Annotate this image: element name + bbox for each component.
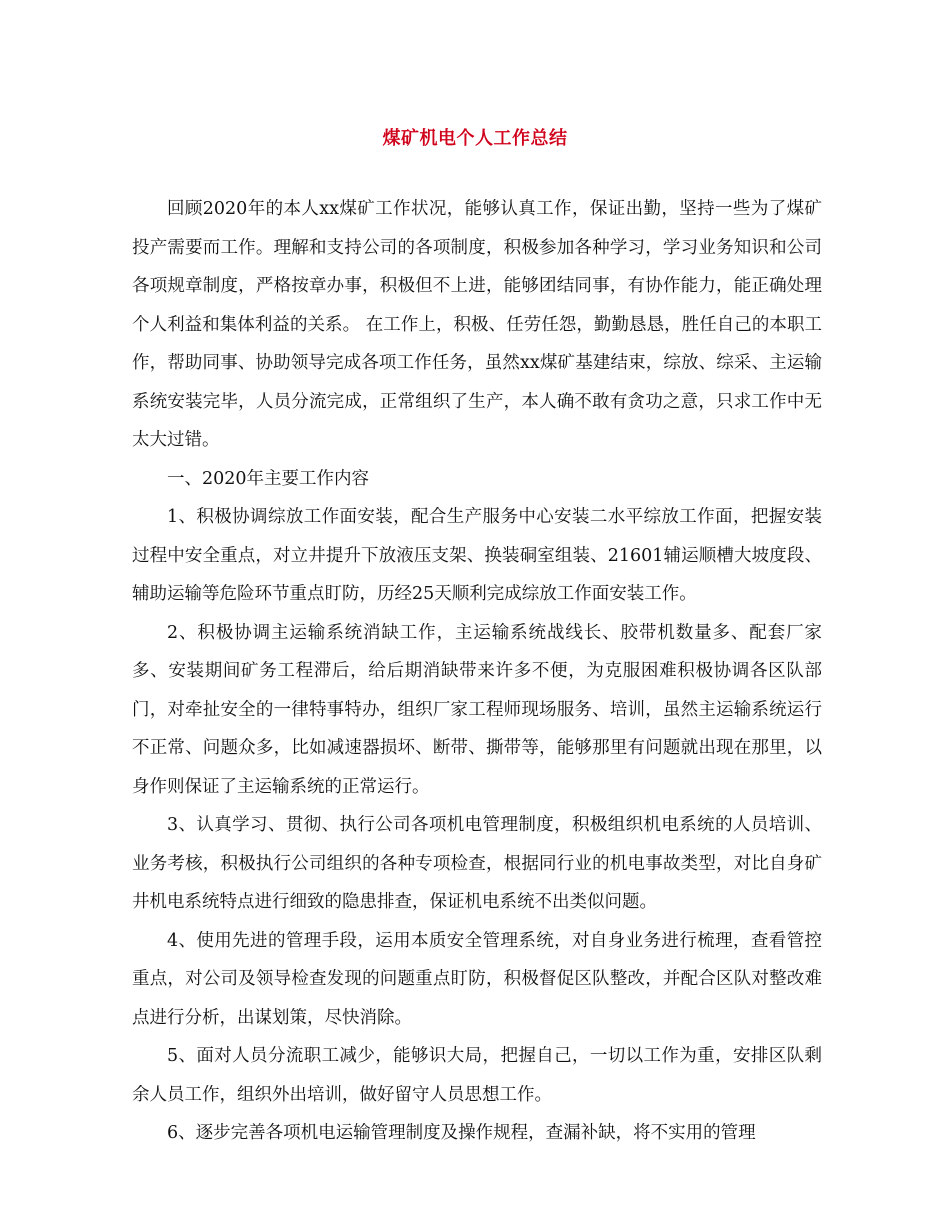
section-heading: 一、2020年主要工作内容 [167, 468, 370, 489]
paragraph-item-3: 3、认真学习、贯彻、执行公司各项机电管理制度，积极组织机电系统的人员培训、业务考核，积极执行公司组织的各种专项检查，根据同行业的机电事故类型，对比自身矿井机电系统特点进行细致的隐患排查，保证机电系统不出类似问题。 [132, 815, 822, 912]
document-title: 煤矿机电个人工作总结 [382, 128, 568, 149]
paragraph-item-6: 6、逐步完善各项机电运输管理制度及操作规程，查漏补缺，将不实用的管理 [167, 1123, 756, 1143]
paragraph-item-5: 5、面对人员分流职工减少，能够识大局，把握自己，一切以工作为重，安排区队剩余人员工作，组织外出培训，做好留守人员思想工作。 [132, 1046, 822, 1105]
paragraph-item-4: 4、使用先进的管理手段，运用本质安全管理系统，对自身业务进行梳理，查看管控重点，对公司及领导检查发现的问题重点盯防，积极督促区队整改，并配合区队对整改难点进行分析，出谋划策，尽快消除。 [132, 930, 822, 1028]
paragraph-intro: 回顾2020年的本人xx煤矿工作状况，能够认真工作，保证出勤，坚持一些为了煤矿投产需要而工作。理解和支持公司的各项制度，积极参加各种学习，学习业务知识和公司各项规章制度，严格按章办事，积极但不上进，能够团结同事，有协作能力，能正确处理个人利益和集体利益的关系。 在工作上，积极、任劳任怨，勤勤恳恳，胜任自己的本职工作，帮助同事、协助领导完成各项工作任务，虽然xx煤矿基建结束，综放、综采、主运输系统安装完毕，人员分流完成，正常组织了生产，本人确不敢有贪功之意，只求工作中无太大过错。 [132, 199, 822, 450]
paragraph-item-2: 2、积极协调主运输系统消缺工作，主运输系统战线长、胶带机数量多、配套厂家多、安装期间矿务工程滞后，给后期消缺带来许多不便，为克服困难积极协调各区队部门，对牵扯安全的一律特事特办，组织厂家工程师现场服务、培训，虽然主运输系统运行不正常、问题众多，比如减速器损坏、断带、撕带等，能够那里有问题就出现在那里，以身作则保证了主运输系统的正常运行。 [132, 622, 822, 797]
paragraph-item-1: 1、积极协调综放工作面安装，配合生产服务中心安装二水平综放工作面，把握安装过程中安全重点，对立井提升下放液压支架、换装硐室组装、21601辅运顺槽大坡度段、辅助运输等危险环节重点盯防，历经25天顺利完成综放工作面安装工作。 [132, 507, 822, 604]
document-body [132, 190, 822, 1153]
